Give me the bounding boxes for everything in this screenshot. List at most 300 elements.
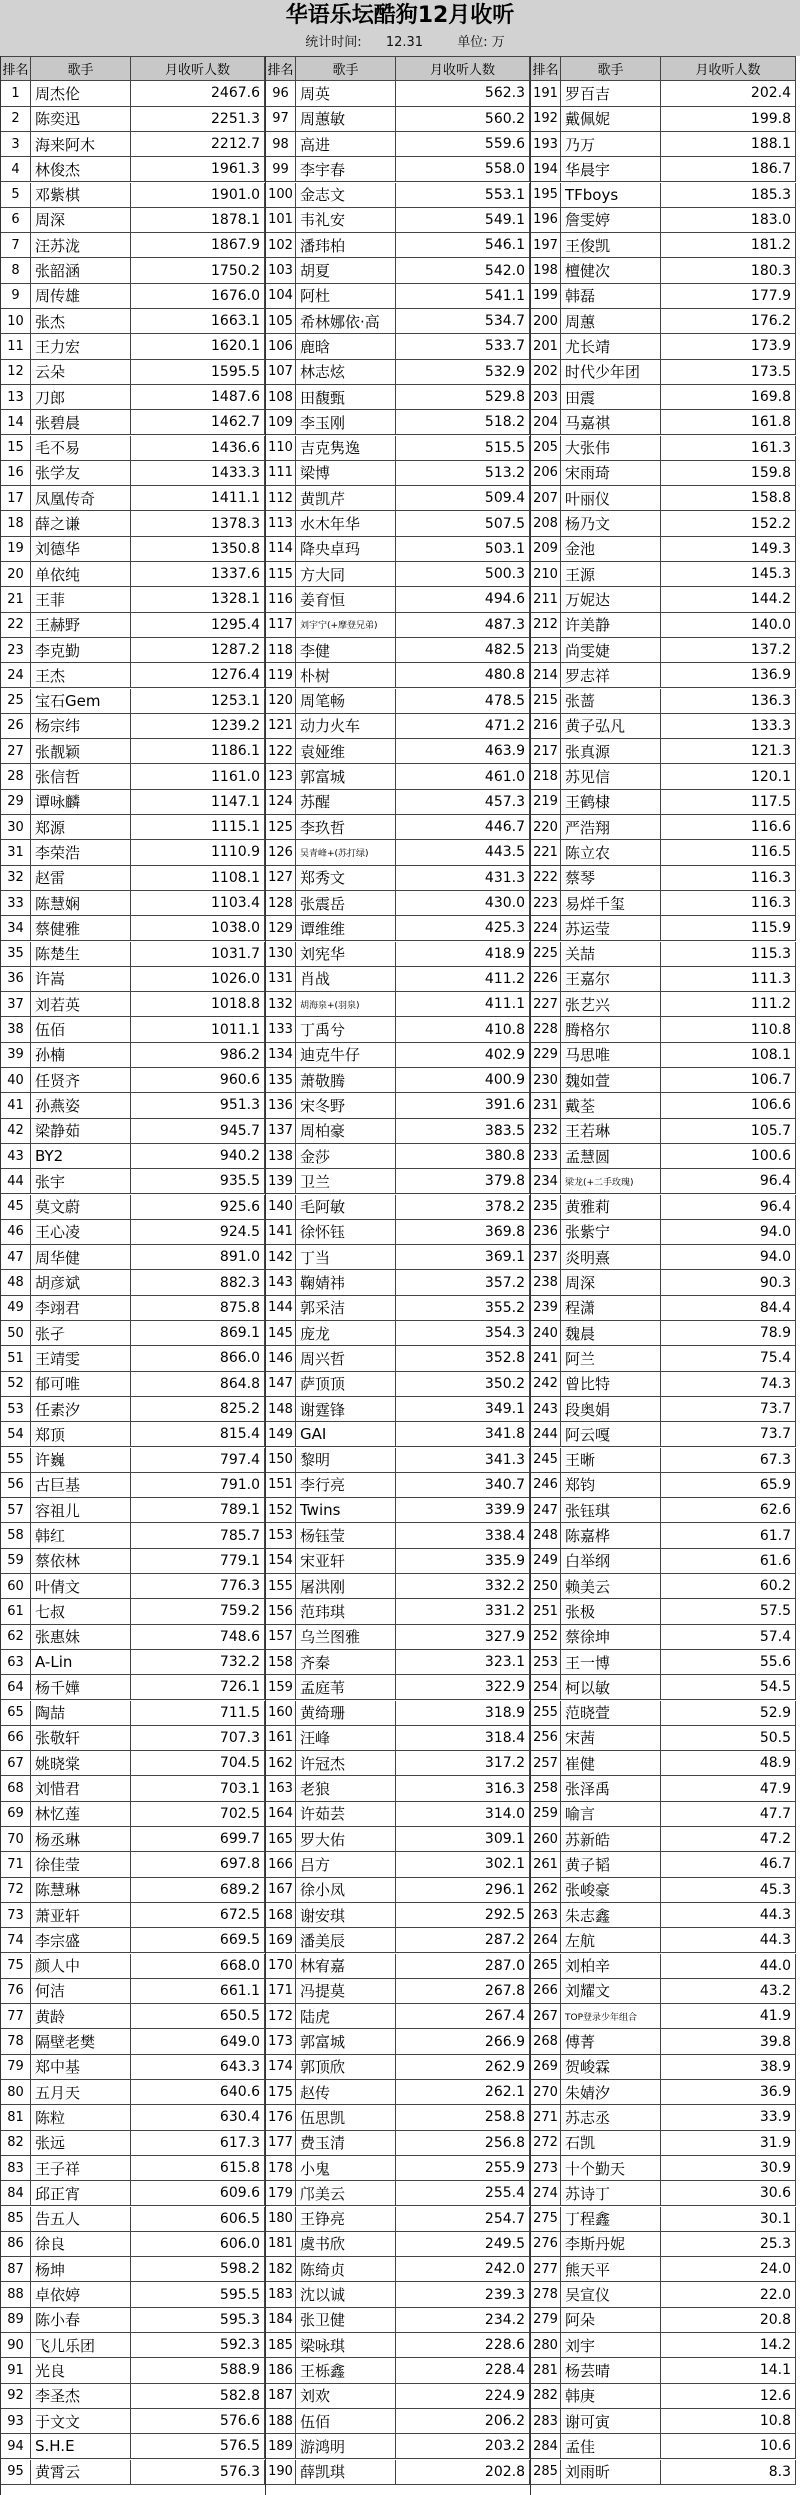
singer-cell: 苏志丞 — [561, 2105, 661, 2129]
rank-cell: 235 — [531, 1195, 561, 1219]
singer-cell: 杨宗纬 — [31, 714, 131, 738]
table-row — [1, 1979, 265, 2004]
rank-cell: 266 — [531, 1979, 561, 2003]
table-row — [531, 638, 796, 663]
table-row — [266, 1827, 530, 1852]
listeners-cell: 60.2 — [661, 1574, 796, 1598]
rank-cell: 238 — [531, 1270, 561, 1294]
listeners-cell: 702.5 — [131, 1802, 265, 1826]
rank-cell: 230 — [531, 1068, 561, 1092]
listeners-cell: 672.5 — [131, 1903, 265, 1927]
rank-cell: 262 — [531, 1878, 561, 1902]
rank-cell: 32 — [1, 866, 31, 890]
rank-cell: 248 — [531, 1523, 561, 1547]
listeners-cell: 480.8 — [396, 663, 530, 687]
listeners-cell: 471.2 — [396, 714, 530, 738]
singer-cell: 李翊君 — [31, 1296, 131, 1320]
listeners-cell: 57.4 — [661, 1625, 796, 1649]
rank-cell: 214 — [531, 663, 561, 687]
listeners-cell: 513.2 — [396, 461, 530, 485]
rank-cell: 170 — [266, 1954, 296, 1978]
listeners-cell: 592.3 — [131, 2333, 265, 2357]
listeners-cell: 74.3 — [661, 1372, 796, 1396]
table-row — [266, 1523, 530, 1548]
singer-cell: 任贤齐 — [31, 1068, 131, 1092]
listeners-cell: 292.5 — [396, 1903, 530, 1927]
singer-cell: 刘宇宁(+摩登兄弟) — [296, 613, 396, 637]
listeners-cell: 96.4 — [661, 1195, 796, 1219]
table-row — [1, 1928, 265, 1953]
listeners-cell: 152.2 — [661, 511, 796, 535]
singer-cell: 颜人中 — [31, 1954, 131, 1978]
rank-cell: 40 — [1, 1068, 31, 1092]
singer-cell: 戴佩妮 — [561, 107, 661, 131]
table-row — [266, 613, 530, 638]
singer-cell: 黄子韬 — [561, 1852, 661, 1876]
rank-cell: 127 — [266, 866, 296, 890]
listeners-cell: 255.4 — [396, 2181, 530, 2205]
singer-cell: 张蔷 — [561, 689, 661, 713]
table-row — [531, 2333, 796, 2358]
singer-cell: 马思唯 — [561, 1043, 661, 1067]
listeners-cell: 1026.0 — [131, 967, 265, 991]
table-row — [266, 2207, 530, 2232]
singer-cell: 张震岳 — [296, 891, 396, 915]
rank-cell: 264 — [531, 1928, 561, 1952]
table-row — [531, 2029, 796, 2054]
singer-cell: 虞书欣 — [296, 2232, 396, 2256]
table-row — [531, 2181, 796, 2206]
singer-cell: 游鸿明 — [296, 2434, 396, 2458]
table-row — [531, 587, 796, 612]
rank-cell: 253 — [531, 1650, 561, 1674]
rank-cell: 231 — [531, 1093, 561, 1117]
table-row — [266, 81, 530, 106]
table-row — [1, 613, 265, 638]
listeners-cell: 1663.1 — [131, 309, 265, 333]
listeners-cell: 267.8 — [396, 1979, 530, 2003]
singer-cell: 云朵 — [31, 360, 131, 384]
listeners-cell: 52.9 — [661, 1701, 796, 1725]
singer-cell: 尤长靖 — [561, 334, 661, 358]
rank-cell: 156 — [266, 1599, 296, 1623]
rank-cell: 138 — [266, 1144, 296, 1168]
singer-cell: 梁龙(+二手玫瑰) — [561, 1169, 661, 1193]
singer-cell: 潘美辰 — [296, 1928, 396, 1952]
listeners-cell: 116.6 — [661, 815, 796, 839]
table-row — [1, 1017, 265, 1042]
listeners-cell: 1011.1 — [131, 1017, 265, 1041]
table-row — [266, 764, 530, 789]
listeners-cell: 94.0 — [661, 1245, 796, 1269]
singer-cell: 萨顶顶 — [296, 1372, 396, 1396]
stat-time — [295, 35, 433, 50]
table-row — [1, 866, 265, 891]
rank-cell: 241 — [531, 1346, 561, 1370]
table-row — [1, 284, 265, 309]
rank-cell: 68 — [1, 1776, 31, 1800]
singer-cell: 范玮琪 — [296, 1599, 396, 1623]
listeners-cell: 558.0 — [396, 157, 530, 181]
listeners-cell: 411.1 — [396, 992, 530, 1016]
listeners-cell: 203.2 — [396, 2434, 530, 2458]
singer-cell: 崔健 — [561, 1751, 661, 1775]
singer-cell: 蔡徐坤 — [561, 1625, 661, 1649]
listeners-cell: 327.9 — [396, 1625, 530, 1649]
singer-cell: 毛不易 — [31, 436, 131, 460]
rank-cell: 95 — [1, 2460, 31, 2484]
listeners-cell: 1433.3 — [131, 461, 265, 485]
singer-cell: 方大同 — [296, 562, 396, 586]
singer-cell: 谢可寅 — [561, 2409, 661, 2433]
rank-cell: 133 — [266, 1017, 296, 1041]
singer-cell: 孙楠 — [31, 1043, 131, 1067]
listeners-cell: 90.3 — [661, 1270, 796, 1294]
listeners-cell: 1961.3 — [131, 157, 265, 181]
singer-cell: 王力宏 — [31, 334, 131, 358]
rank-cell: 77 — [1, 2004, 31, 2028]
listeners-cell: 38.9 — [661, 2055, 796, 2079]
table-row — [1, 537, 265, 562]
singer-cell: 蔡健雅 — [31, 916, 131, 940]
listeners-cell: 318.9 — [396, 1701, 530, 1725]
rank-cell: 72 — [1, 1878, 31, 1902]
listeners-cell: 1108.1 — [131, 866, 265, 890]
table-row — [531, 1979, 796, 2004]
listeners-cell: 487.3 — [396, 613, 530, 637]
singer-cell: 孟庭苇 — [296, 1675, 396, 1699]
singer-cell: 张卫健 — [296, 2308, 396, 2332]
rank-cell: 274 — [531, 2181, 561, 2205]
listeners-cell: 117.5 — [661, 790, 796, 814]
listeners-cell: 61.7 — [661, 1523, 796, 1547]
table-row — [531, 360, 796, 385]
table-row — [266, 1473, 530, 1498]
rank-cell: 279 — [531, 2308, 561, 2332]
header-value: 月收听人数 — [396, 57, 530, 80]
listeners-cell: 10.8 — [661, 2409, 796, 2433]
rank-cell: 8 — [1, 258, 31, 282]
singer-cell: 张极 — [561, 1599, 661, 1623]
rank-cell: 23 — [1, 638, 31, 662]
singer-cell: 张碧晨 — [31, 410, 131, 434]
singer-cell: 王若琳 — [561, 1119, 661, 1143]
singer-cell: 韩磊 — [561, 284, 661, 308]
table-row — [266, 360, 530, 385]
listeners-cell: 383.5 — [396, 1119, 530, 1143]
listeners-cell: 446.7 — [396, 815, 530, 839]
rank-cell: 119 — [266, 663, 296, 687]
listeners-cell: 61.6 — [661, 1549, 796, 1573]
table-row — [1, 2333, 265, 2358]
table-row — [531, 2207, 796, 2232]
singer-cell: 陈奕迅 — [31, 107, 131, 131]
listeners-cell: 340.7 — [396, 1473, 530, 1497]
listeners-cell: 649.0 — [131, 2029, 265, 2053]
listeners-cell: 1287.2 — [131, 638, 265, 662]
table-row — [531, 511, 796, 536]
rank-cell: 242 — [531, 1372, 561, 1396]
table-row — [531, 2131, 796, 2156]
table-row — [266, 891, 530, 916]
listeners-cell: 553.1 — [396, 183, 530, 207]
table-row — [531, 334, 796, 359]
listeners-cell: 643.3 — [131, 2055, 265, 2079]
listeners-cell: 960.6 — [131, 1068, 265, 1092]
rank-cell: 187 — [266, 2384, 296, 2408]
listeners-cell: 317.2 — [396, 1751, 530, 1775]
listeners-cell: 177.9 — [661, 284, 796, 308]
singer-cell: 许嵩 — [31, 967, 131, 991]
listeners-cell: 707.3 — [131, 1726, 265, 1750]
listeners-cell: 314.0 — [396, 1802, 530, 1826]
listeners-cell: 116.3 — [661, 866, 796, 890]
rank-cell: 176 — [266, 2105, 296, 2129]
listeners-cell: 369.8 — [396, 1220, 530, 1244]
rank-cell: 205 — [531, 436, 561, 460]
singer-cell: 卫兰 — [296, 1169, 396, 1193]
rank-cell: 69 — [1, 1802, 31, 1826]
table-row — [531, 1422, 796, 1447]
singer-cell: 黄绮珊 — [296, 1701, 396, 1725]
listeners-cell: 44.0 — [661, 1954, 796, 1978]
singer-cell: 萧亚轩 — [31, 1903, 131, 1927]
table-row — [531, 2257, 796, 2282]
table-row — [531, 1448, 796, 1473]
table-row — [531, 1852, 796, 1877]
singer-cell: 凤凰传奇 — [31, 486, 131, 510]
table-row — [266, 1650, 530, 1675]
listeners-cell: 703.1 — [131, 1776, 265, 1800]
singer-cell: 谢霆锋 — [296, 1397, 396, 1421]
rank-cell: 102 — [266, 233, 296, 257]
singer-cell: 刘惜君 — [31, 1776, 131, 1800]
rank-cell: 140 — [266, 1195, 296, 1219]
singer-cell: 程潇 — [561, 1296, 661, 1320]
table-row — [266, 1448, 530, 1473]
listeners-cell: 534.7 — [396, 309, 530, 333]
table-row — [266, 461, 530, 486]
singer-cell: 王源 — [561, 562, 661, 586]
singer-cell: 谭咏麟 — [31, 790, 131, 814]
singer-cell: 周英 — [296, 81, 396, 105]
listeners-cell: 478.5 — [396, 689, 530, 713]
listeners-cell: 541.1 — [396, 284, 530, 308]
singer-cell: TOP登录少年组合 — [561, 2004, 661, 2028]
table-row — [266, 1144, 530, 1169]
singer-cell: 胡海泉+(羽泉) — [296, 992, 396, 1016]
table-row — [531, 2434, 796, 2459]
rank-cell: 272 — [531, 2131, 561, 2155]
rank-cell: 123 — [266, 764, 296, 788]
rank-cell: 81 — [1, 2105, 31, 2129]
listeners-cell: 759.2 — [131, 1599, 265, 1623]
table-row — [1, 840, 265, 865]
rank-cell: 197 — [531, 233, 561, 257]
table-row — [1, 208, 265, 233]
table-row — [266, 258, 530, 283]
rank-cell: 54 — [1, 1422, 31, 1446]
listeners-cell: 105.7 — [661, 1119, 796, 1143]
listeners-cell: 254.7 — [396, 2207, 530, 2231]
rank-cell: 193 — [531, 132, 561, 156]
rank-cell: 30 — [1, 815, 31, 839]
table-row — [1, 663, 265, 688]
rank-cell: 113 — [266, 511, 296, 535]
table-row — [531, 815, 796, 840]
singer-cell: 大张伟 — [561, 436, 661, 460]
table-row — [1, 1397, 265, 1422]
singer-cell: 容祖儿 — [31, 1498, 131, 1522]
table-row — [266, 410, 530, 435]
singer-cell: 徐怀钰 — [296, 1220, 396, 1244]
table-row — [531, 2308, 796, 2333]
table-row — [531, 1751, 796, 1776]
rank-cell: 135 — [266, 1068, 296, 1092]
singer-cell: 丁程鑫 — [561, 2207, 661, 2231]
listeners-cell: 352.8 — [396, 1346, 530, 1370]
singer-cell: 刘德华 — [31, 537, 131, 561]
listeners-cell: 266.9 — [396, 2029, 530, 2053]
listeners-cell: 316.3 — [396, 1776, 530, 1800]
rank-cell: 101 — [266, 208, 296, 232]
listeners-cell: 1595.5 — [131, 360, 265, 384]
rank-cell: 236 — [531, 1220, 561, 1244]
rank-cell: 45 — [1, 1195, 31, 1219]
header — [0, 0, 800, 56]
table-row — [266, 537, 530, 562]
listeners-cell: 169.8 — [661, 385, 796, 409]
table-row — [266, 689, 530, 714]
listeners-cell: 1103.4 — [131, 891, 265, 915]
listeners-cell: 1436.6 — [131, 436, 265, 460]
singer-cell: 郁可唯 — [31, 1372, 131, 1396]
listeners-cell: 287.0 — [396, 1954, 530, 1978]
singer-cell: 莫文蔚 — [31, 1195, 131, 1219]
table-row — [1, 1827, 265, 1852]
listeners-cell: 149.3 — [661, 537, 796, 561]
singer-cell: 汪峰 — [296, 1726, 396, 1750]
table-row — [531, 1321, 796, 1346]
table-row — [1, 1321, 265, 1346]
table-row — [531, 1878, 796, 1903]
table-row — [531, 1599, 796, 1624]
listeners-cell: 36.9 — [661, 2080, 796, 2104]
rank-cell: 92 — [1, 2384, 31, 2408]
rank-cell: 104 — [266, 284, 296, 308]
table-row — [266, 436, 530, 461]
rank-cell: 56 — [1, 1473, 31, 1497]
singer-cell: 七叔 — [31, 1599, 131, 1623]
table-row — [266, 1346, 530, 1371]
listeners-cell: 65.9 — [661, 1473, 796, 1497]
singer-cell: 乃万 — [561, 132, 661, 156]
rank-cell: 252 — [531, 1625, 561, 1649]
rank-cell: 225 — [531, 942, 561, 966]
singer-cell: 张真源 — [561, 739, 661, 763]
rank-cell: 179 — [266, 2181, 296, 2205]
table-row — [531, 840, 796, 865]
table-row — [531, 132, 796, 157]
table-row — [1, 2207, 265, 2232]
singer-cell: 苏诗丁 — [561, 2181, 661, 2205]
singer-cell: 孟佳 — [561, 2434, 661, 2458]
listeners-cell: 1018.8 — [131, 992, 265, 1016]
rank-cell: 53 — [1, 1397, 31, 1421]
rank-cell: 61 — [1, 1599, 31, 1623]
singer-cell: 李行亮 — [296, 1473, 396, 1497]
table-row — [266, 1498, 530, 1523]
listeners-cell: 595.5 — [131, 2282, 265, 2306]
singer-cell: 高进 — [296, 132, 396, 156]
rank-cell: 83 — [1, 2156, 31, 2180]
singer-cell: 黎明 — [296, 1448, 396, 1472]
table-row — [531, 1954, 796, 1979]
rank-cell: 277 — [531, 2257, 561, 2281]
listeners-cell: 380.8 — [396, 1144, 530, 1168]
rank-cell: 172 — [266, 2004, 296, 2028]
singer-cell: 魏如萱 — [561, 1068, 661, 1092]
rank-cell: 25 — [1, 689, 31, 713]
listeners-cell: 228.4 — [396, 2358, 530, 2382]
rank-cell: 167 — [266, 1878, 296, 1902]
singer-cell: 金莎 — [296, 1144, 396, 1168]
singer-cell: 阿杜 — [296, 284, 396, 308]
table-row — [1, 1903, 265, 1928]
singer-cell: 动力火车 — [296, 714, 396, 738]
listeners-cell: 1620.1 — [131, 334, 265, 358]
singer-cell: 刀郎 — [31, 385, 131, 409]
rank-cell: 73 — [1, 1903, 31, 1927]
rank-cell: 24 — [1, 663, 31, 687]
rank-cell: 97 — [266, 107, 296, 131]
table-row — [266, 1397, 530, 1422]
rank-cell: 223 — [531, 891, 561, 915]
table-row — [1, 1245, 265, 1270]
listeners-cell: 202.4 — [661, 81, 796, 105]
listeners-cell: 1901.0 — [131, 183, 265, 207]
singer-cell: 黄龄 — [31, 2004, 131, 2028]
listeners-cell: 533.7 — [396, 334, 530, 358]
singer-cell: 苏新皓 — [561, 1827, 661, 1851]
singer-cell: 屠洪刚 — [296, 1574, 396, 1598]
listeners-cell: 457.3 — [396, 790, 530, 814]
rank-cell: 150 — [266, 1448, 296, 1472]
table-row — [531, 764, 796, 789]
listeners-cell: 287.2 — [396, 1928, 530, 1952]
rank-cell: 82 — [1, 2131, 31, 2155]
rank-cell: 33 — [1, 891, 31, 915]
table-row — [1, 1549, 265, 1574]
table-row — [266, 2055, 530, 2080]
rank-cell: 200 — [531, 309, 561, 333]
singer-cell: 马嘉祺 — [561, 410, 661, 434]
table-row — [1, 309, 265, 334]
singer-cell: 林忆莲 — [31, 1802, 131, 1826]
table-row — [531, 562, 796, 587]
singer-cell: 张钰琪 — [561, 1498, 661, 1522]
singer-cell: 赵传 — [296, 2080, 396, 2104]
listeners-cell: 542.0 — [396, 258, 530, 282]
rank-cell: 51 — [1, 1346, 31, 1370]
rank-cell: 18 — [1, 511, 31, 535]
listeners-cell: 43.2 — [661, 1979, 796, 2003]
table-row — [266, 233, 530, 258]
singer-cell: 肖战 — [296, 967, 396, 991]
rank-cell: 46 — [1, 1220, 31, 1244]
singer-cell: 薛凯琪 — [296, 2460, 396, 2484]
singer-cell: 李玉刚 — [296, 410, 396, 434]
